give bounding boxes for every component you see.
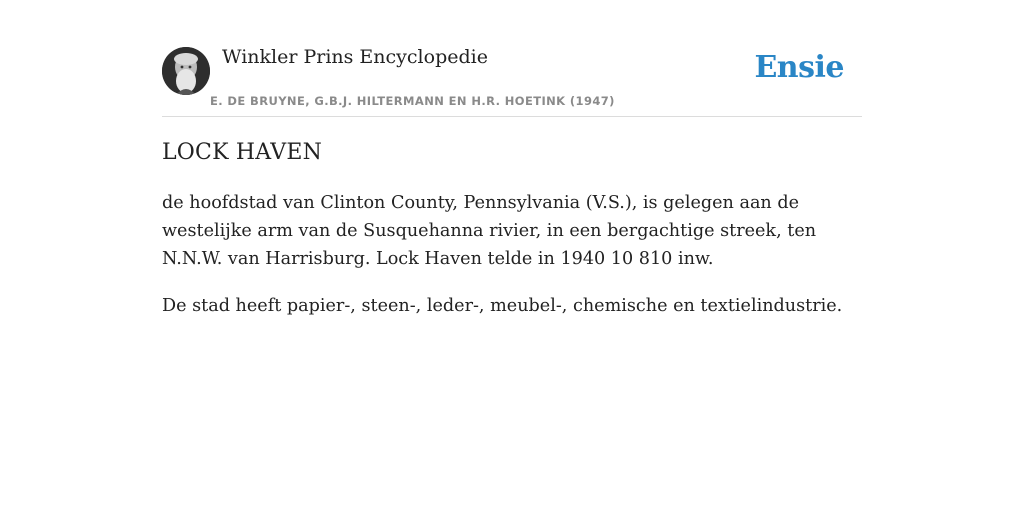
encyclopedia-header [162,44,862,117]
portrait-icon [162,47,210,95]
book-title[interactable]: Winkler Prins Encyclopedie [222,46,488,68]
article-paragraph: De stad heeft papier-, steen-, leder-, meubel-, chemische en textielindustrie. [162,296,843,316]
article-paragraph: de hoofdstad van Clinton County, Pennsylvania (V.S.), is gelegen aan de westelijke arm van de Susquehanna rivier, in een bergachtige streek, ten N.N.W. van Harrisburg. Lock Haven telde in 1940 10 810 inw. [162,193,817,269]
article-headword: LOCK HAVEN [162,140,323,165]
book-authors: E. DE BRUYNE, G.B.J. HILTERMANN EN H.R. HOETINK (1947) [210,94,615,108]
ensie-logo-link[interactable]: Ensie [754,50,844,85]
author-portrait-avatar[interactable] [162,47,210,95]
article-content [162,140,862,320]
